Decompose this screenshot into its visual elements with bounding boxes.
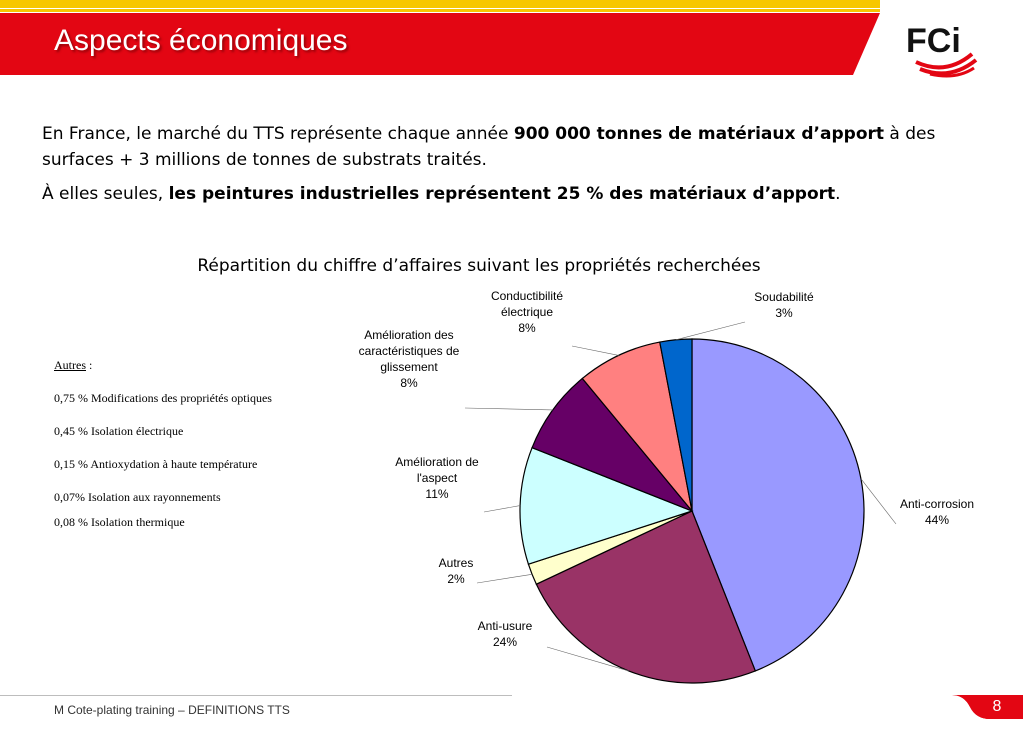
slice-name-autres: Autres bbox=[438, 556, 474, 570]
intro-paragraph-2: À elles seules, les peintures industrielles représentent 25 % des matériaux d’apport. bbox=[42, 184, 841, 204]
slice-label-antiusure bbox=[478, 619, 533, 649]
slice-name-glissement: Amélioration des bbox=[364, 328, 454, 342]
leader-line-soudabilite bbox=[676, 322, 745, 340]
slice-label-conductibilite bbox=[491, 289, 563, 335]
slice-label-autres bbox=[439, 556, 474, 586]
slice-name-anticorrosion: Anti-corrosion bbox=[899, 497, 975, 511]
autres-item: 0,07% Isolation aux rayonnements bbox=[54, 490, 221, 504]
leader-line-aspect bbox=[484, 506, 520, 512]
slice-name-aspect: Amélioration de bbox=[395, 455, 479, 469]
autres-heading: Autres : bbox=[54, 358, 93, 372]
slice-pct-anticorrosion: 44% bbox=[924, 513, 950, 527]
leader-line-autres bbox=[477, 574, 532, 583]
autres-item: 0,15 % Antioxydation à haute température bbox=[54, 457, 258, 471]
leader-line-anticorrosion bbox=[861, 479, 896, 524]
footer-text: M Cote-plating training – DEFINITIONS TTS bbox=[54, 703, 290, 717]
slice-pct-soudabilite: 3% bbox=[775, 306, 793, 320]
slice-pct-glissement: 8% bbox=[400, 376, 418, 390]
footer-divider bbox=[0, 695, 512, 696]
slide-title: Aspects économiques bbox=[54, 24, 348, 57]
logo-text: FCi bbox=[906, 22, 961, 60]
slice-name-glissement: caractéristiques de bbox=[358, 344, 460, 358]
autres-item: 0,08 % Isolation thermique bbox=[54, 515, 185, 529]
leader-line-conductibilite bbox=[572, 346, 619, 355]
slice-label-aspect bbox=[395, 455, 479, 501]
slice-name-soudabilite: Soudabilité bbox=[754, 290, 814, 304]
chart-title: Répartition du chiffre d’affaires suivant les propriétés recherchées bbox=[197, 256, 761, 276]
slice-name-aspect: l'aspect bbox=[416, 471, 458, 485]
slice-name-glissement: glissement bbox=[380, 360, 438, 374]
slice-name-conductibilite: électrique bbox=[500, 305, 554, 319]
autres-item: 0,45 % Isolation électrique bbox=[54, 424, 184, 438]
slice-pct-conductibilite: 8% bbox=[518, 321, 536, 335]
intro-paragraph-1: En France, le marché du TTS représente chaque année 900 000 tonnes de matériaux d’apport à des surfaces + 3 millions de tonnes de substrats traités. bbox=[42, 124, 936, 170]
slice-label-anticorrosion bbox=[900, 497, 974, 527]
slice-name-conductibilite: Conductibilité bbox=[490, 289, 564, 303]
slice-pct-aspect: 11% bbox=[425, 487, 449, 501]
slice-pct-antiusure: 24% bbox=[492, 635, 518, 649]
autres-item: 0,75 % Modifications des propriétés optiques bbox=[54, 391, 272, 405]
slice-name-antiusure: Anti-usure bbox=[477, 619, 533, 633]
slice-pct-autres: 2% bbox=[447, 572, 465, 586]
slice-label-soudabilite bbox=[754, 290, 814, 320]
leader-line-glissement bbox=[465, 408, 553, 410]
page-number: 8 bbox=[992, 698, 1002, 715]
slice-label-glissement bbox=[359, 328, 460, 390]
